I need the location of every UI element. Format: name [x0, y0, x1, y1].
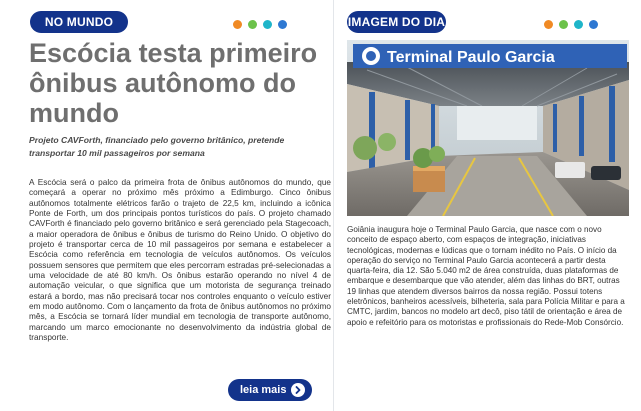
- read-more-button[interactable]: [228, 379, 312, 401]
- cyan-dot: [263, 20, 272, 29]
- image-of-the-day-panel: [333, 0, 641, 411]
- article-subhead: Projeto CAVForth, financiado pelo governo britânico, pretende transportar 10 mil passageiros por semana: [29, 135, 285, 158]
- decorative-dots: [544, 20, 598, 29]
- article-body: A Escócia será o palco da primeira frota de ônibus autônomos do mundo, que começará a operar no próximo mês próximo a Edimburgo. Cinco ônibus autônomos totalmente elétricos farão o trajeto de 22,5 km, incluindo a icônica Ponte de Forth, um dos principais pontos turísticos do país. O projeto chamado CAVForth é financiado pelo governo britânico e será gerenciado pela Stagecoach, a maior operadora de ônibus e ônibus de turismo do Reino Unido. O objetivo do projeto é transportar cerca de 10 mil passageiros por semana e estabelecer a Escócia como referência em tecnologia de veículos autônomos. Os veículos possuem sensores que permitem que eles percorram estradas pré-selecionadas a uma velocidade de até 80 km/h. Os ônibus estarão operando no nível 4 de automação veicular, o que significa que um motorista de segurança treinado estará a bordo, mas não precisará tocar nos controles enquanto o veículo estiver em modo autônomo. Com o lançamento da frota de ônibus autônomos no próximo mês, a Escócia se tornará líder mundial em tecnologia de transporte autônomo, marcando um marco emocionante no desenvolvimento da indústria global de transporte.: [29, 178, 331, 343]
- section-tag-image-of-day: IMAGEM DO DIA: [347, 11, 446, 33]
- orange-dot: [233, 20, 242, 29]
- blue-dot: [589, 20, 598, 29]
- terminal-photo: [347, 40, 629, 216]
- article-headline: Escócia testa primeiro ônibus autônomo do mundo: [29, 38, 318, 128]
- terminal-sign-text: Terminal Paulo Garcia: [387, 49, 555, 66]
- orange-dot: [544, 20, 553, 29]
- chevron-right-icon: [291, 383, 305, 397]
- image-caption-body: Goiânia inaugura hoje o Terminal Paulo Garcia, que nasce com o novo conceito de espaço aberto, com espaços de integração, iniciativas tecnológicas, modernas e lúdicas que o tornam inédito no País. O início da operação do serviço no Terminal Paulo Garcia acontecerá a partir desta quarta-feira, dia 12. São 5.040 m2 de área construída, duas plataformas de embarque e desembarque que vão atender, além das linhas do BRT, outras 19 linhas que atendem diversos bairros da nossa região. Possui totens eletrônicos, banheiros acessíveis, bilheteria, sala para Polícia Militar e para a CMTC, jardim, bancos no modelo art decô, piso tátil de orientação e área de apoio e refeitório para os motoristas e profissionais do Rede-Mob Consórcio.: [347, 225, 625, 327]
- section-tag-world: NO MUNDO: [30, 11, 128, 33]
- read-more-label: leia mais: [240, 384, 287, 396]
- blue-dot: [278, 20, 287, 29]
- green-dot: [559, 20, 568, 29]
- decorative-dots: [233, 20, 287, 29]
- green-dot: [248, 20, 257, 29]
- cyan-dot: [574, 20, 583, 29]
